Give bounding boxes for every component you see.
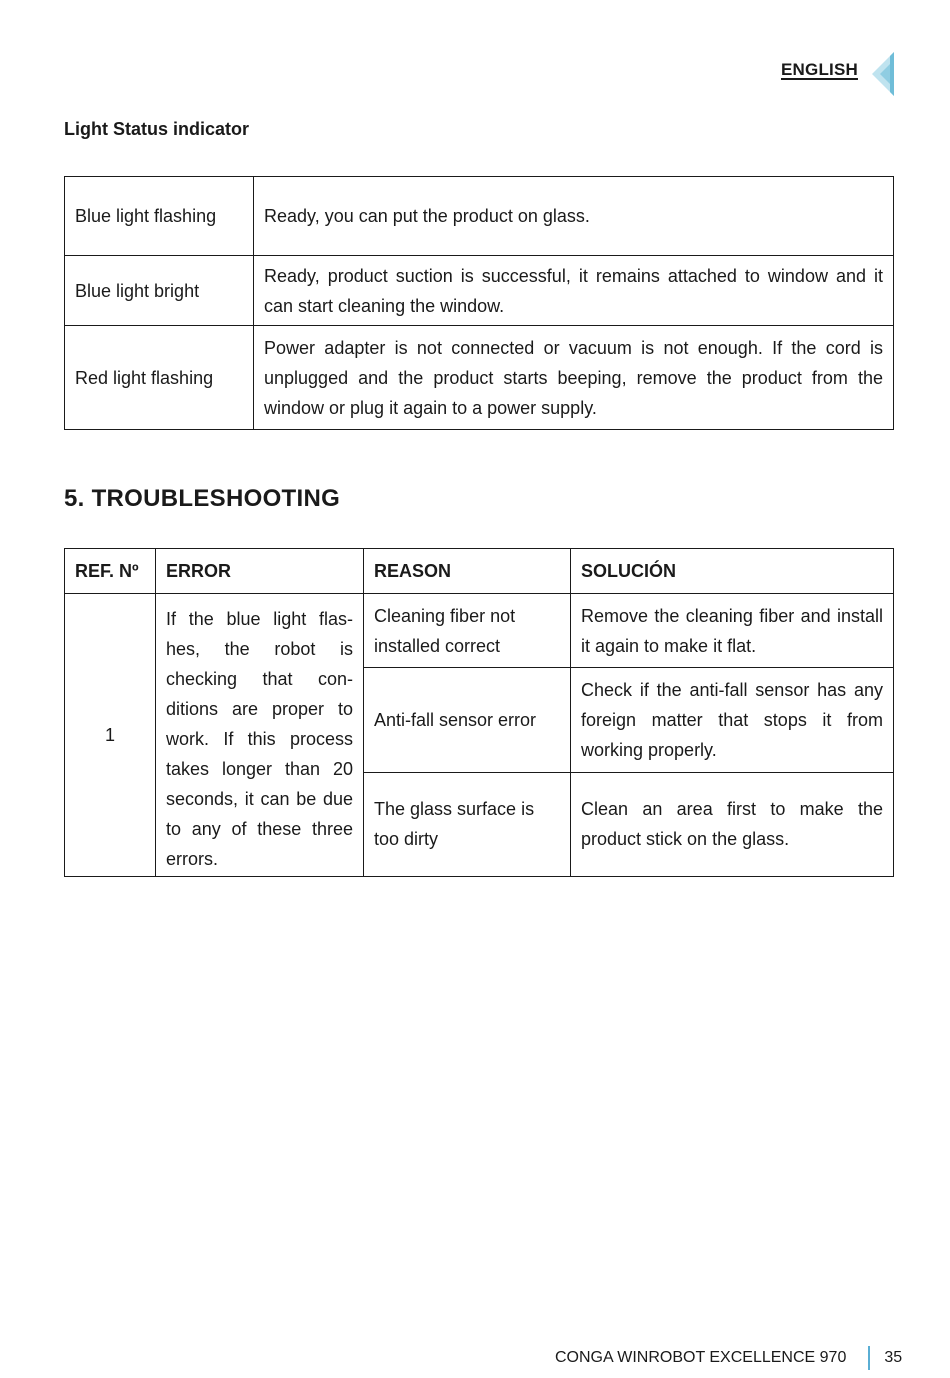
light-state: Blue light bright bbox=[65, 256, 254, 326]
solution-cell: Check if the anti-fall sensor has any foreign matter that stops it from working properly. bbox=[571, 668, 894, 772]
column-header-error: ERROR bbox=[156, 549, 364, 594]
light-meaning: Power adapter is not connected or vacuum is not enough. If the cord is unplugged and the product starts beeping, remove the product from the window or plug it again to a power supply. bbox=[254, 326, 894, 430]
table-header-row bbox=[65, 549, 894, 594]
reason-cell: The glass surface is too dirty bbox=[364, 772, 571, 876]
product-name: CONGA WINROBOT EXCELLENCE 970 bbox=[555, 1349, 847, 1366]
light-status-title: Light Status indicator bbox=[64, 119, 250, 139]
light-status-table bbox=[64, 176, 894, 430]
page-footer bbox=[555, 1346, 902, 1370]
solution-cell: Clean an area first to make the product stick on the glass. bbox=[571, 772, 894, 876]
light-status-row bbox=[65, 326, 894, 430]
error-description: If the blue light flas-hes, the robot is checking that con-ditions are proper to work. If this process takes longer than 20 seconds, it can be due to any of these three errors. bbox=[156, 594, 364, 877]
column-header-ref: REF. Nº bbox=[65, 549, 156, 594]
page-number: 35 bbox=[884, 1349, 903, 1366]
light-status-row bbox=[65, 177, 894, 256]
light-status-row bbox=[65, 256, 894, 326]
column-header-solution: SOLUCIÓN bbox=[571, 549, 894, 594]
light-state: Red light flashing bbox=[65, 326, 254, 430]
ref-number: 1 bbox=[65, 594, 156, 877]
light-meaning: Ready, you can put the product on glass. bbox=[254, 177, 894, 256]
language-chevron-icon bbox=[866, 50, 896, 98]
reason-cell: Cleaning fiber not installed correct bbox=[364, 594, 571, 668]
light-meaning: Ready, product suction is successful, it remains attached to window and it can start cleaning the window. bbox=[254, 256, 894, 326]
light-state: Blue light flashing bbox=[65, 177, 254, 256]
column-header-reason: REASON bbox=[364, 549, 571, 594]
table-row bbox=[65, 594, 894, 668]
solution-cell: Remove the cleaning fiber and install it again to make it flat. bbox=[571, 594, 894, 668]
troubleshooting-table bbox=[64, 548, 894, 877]
reason-cell: Anti-fall sensor error bbox=[364, 668, 571, 772]
troubleshooting-heading: 5. TROUBLESHOOTING bbox=[64, 485, 341, 512]
footer-divider bbox=[868, 1346, 870, 1370]
language-label: ENGLISH bbox=[781, 60, 858, 79]
